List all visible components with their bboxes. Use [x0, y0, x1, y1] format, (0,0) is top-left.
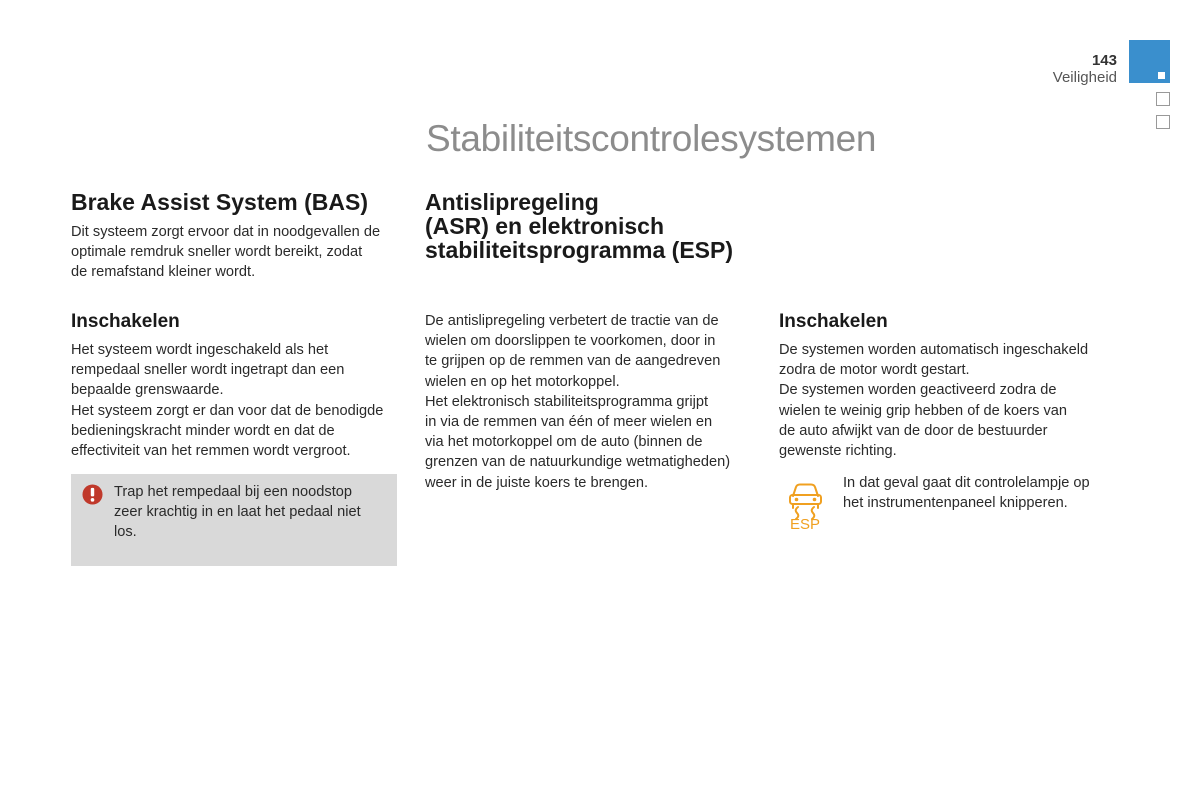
text-line: rempedaal sneller wordt ingetrapt dan een [71, 362, 345, 379]
esp-lamp-note [843, 473, 1113, 513]
text-line: via het motorkoppel om de auto (binnen de [425, 434, 703, 451]
text-line: los. [114, 524, 137, 541]
chapter-tab-active[interactable] [1129, 40, 1170, 83]
asr-esp-text [425, 311, 755, 493]
text-line: de remafstand kleiner wordt. [71, 264, 256, 281]
text-line: bepaalde grenswaarde. [71, 382, 224, 399]
tab-marker [1158, 72, 1165, 79]
heading-line: (ASR) en elektronisch [425, 213, 664, 239]
text-line: weer in de juiste koers te brengen. [425, 474, 649, 491]
text-line: zodra de motor wordt gestart. [779, 362, 970, 379]
text-line: optimale remdruk sneller wordt bereikt, zodat [71, 244, 363, 261]
text-line: gewenste richting. [779, 443, 897, 460]
bas-activation-heading: Inschakelen [71, 311, 180, 332]
text-line: zeer krachtig in en laat het pedaal niet [114, 504, 361, 521]
asr-esp-heading [425, 190, 765, 262]
text-line: In dat geval gaat dit controlelampje op [843, 475, 1090, 491]
text-line: Het elektronisch stabiliteitsprogramma grijpt [425, 393, 709, 410]
warning-text [114, 482, 389, 543]
text-line: Het systeem zorgt er dan voor dat de benodigde [71, 402, 384, 419]
esp-activation-heading: Inschakelen [779, 311, 888, 332]
text-line: te grijpen op de remmen van de aangedreven [425, 353, 721, 370]
esp-activation-text [779, 340, 1119, 461]
bas-heading: Brake Assist System (BAS) [71, 189, 368, 215]
text-line: wielen en op het motorkoppel. [425, 373, 620, 390]
text-line: effectiviteit van het remmen wordt vergroot. [71, 443, 351, 460]
chapter-tab[interactable] [1156, 115, 1170, 129]
text-line: het instrumentenpaneel knipperen. [843, 495, 1068, 512]
chapter-tab[interactable] [1156, 92, 1170, 106]
heading-line: Antislipregeling [425, 189, 599, 215]
text-line: in via de remmen van één of meer wielen en [425, 414, 713, 431]
text-line: grenzen van de natuurkundige wetmatigheden) [425, 454, 731, 471]
warning-box [71, 474, 397, 566]
text-line: bedieningskracht minder wordt en dat de [71, 422, 335, 439]
heading-line: stabiliteitsprogramma (ESP) [425, 237, 734, 263]
page-number: 143 [1091, 52, 1117, 69]
text-line: De systemen worden automatisch ingeschakeld [779, 342, 1089, 358]
page-title: Stabiliteitscontrolesystemen [426, 118, 877, 159]
text-line: Trap het rempedaal bij een noodstop [114, 484, 352, 500]
esp-skid-car-icon [784, 478, 826, 530]
text-line: Het systeem wordt ingeschakeld als het [71, 342, 329, 358]
esp-label: ESP [789, 516, 821, 530]
bas-activation-text [71, 340, 406, 461]
text-line: De antislipregeling verbetert de tractie van de [425, 313, 719, 329]
text-line: De systemen worden geactiveerd zodra de [779, 382, 1057, 399]
text-line: Dit systeem zorgt ervoor dat in noodgevallen de [71, 224, 381, 240]
section-name: Veiligheid [1052, 69, 1117, 86]
text-line: wielen te weinig grip hebben of de koers van [779, 402, 1068, 419]
bas-intro [71, 222, 406, 283]
text-line: de auto afwijkt van de door de bestuurder [779, 422, 1048, 439]
warning-exclamation-icon [82, 484, 103, 505]
text-line: wielen om doorslippen te voorkomen, door in [425, 333, 716, 350]
